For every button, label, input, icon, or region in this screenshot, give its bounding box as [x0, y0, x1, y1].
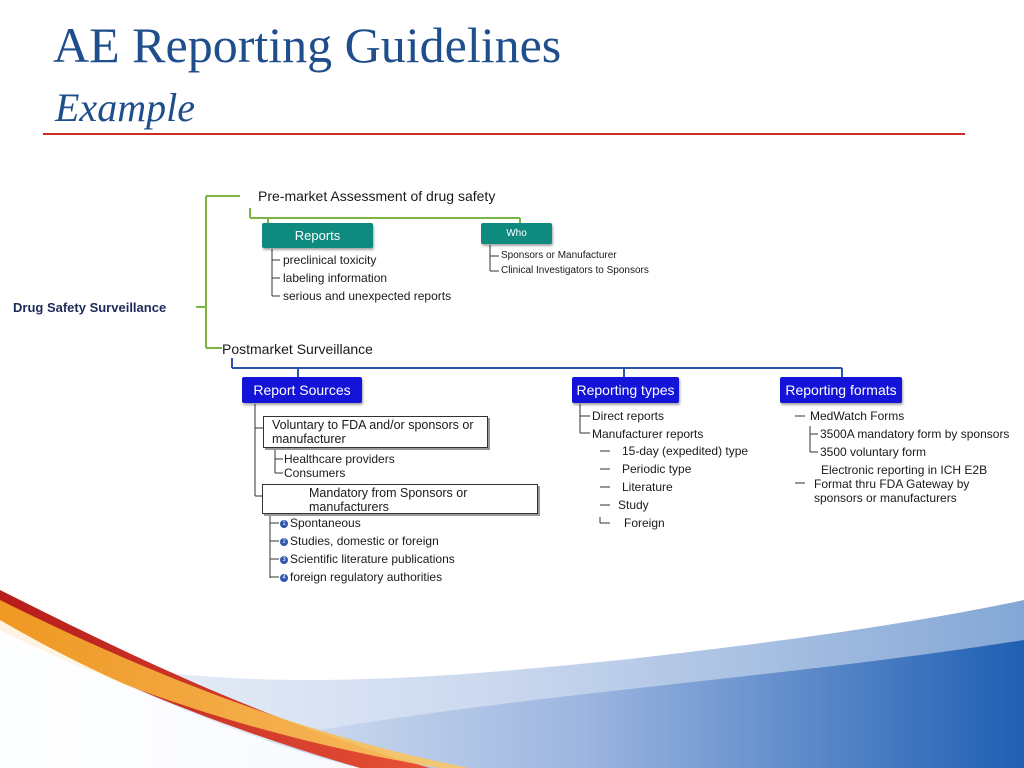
reporting-subtype-item: Periodic type: [622, 462, 692, 476]
number-bullet-icon: 2: [280, 538, 288, 546]
postmarket-node: Postmarket Surveillance: [222, 341, 373, 357]
reports-item: preclinical toxicity: [283, 253, 377, 267]
who-item: Sponsors or Manufacturer: [501, 250, 617, 261]
reporting-subtype-item: Foreign: [624, 516, 665, 530]
reporting-types-header: Reporting types: [572, 377, 679, 403]
number-bullet-icon: 4: [280, 574, 288, 582]
number-bullet-icon: 1: [280, 520, 288, 528]
reporting-type-item: Direct reports: [592, 409, 665, 423]
who-header: Who: [481, 223, 552, 244]
medwatch-item: 3500 voluntary form: [820, 445, 927, 459]
reporting-subtype-item: Literature: [622, 480, 673, 494]
reports-item: labeling information: [283, 271, 388, 285]
reports-header: Reports: [262, 223, 373, 248]
mandatory-item: 4 foreign regulatory authorities: [280, 570, 442, 584]
reporting-subtype-item: 15-day (expedited) type: [622, 444, 749, 458]
mandatory-item: 3 Scientific literature publications: [280, 552, 455, 566]
premarket-node: Pre-market Assessment of drug safety: [258, 188, 496, 204]
voluntary-item: Healthcare providers: [284, 452, 395, 466]
root-node: Drug Safety Surveillance: [13, 300, 167, 315]
medwatch-item: 3500A mandatory form by sponsors: [820, 427, 1010, 441]
electronic-reporting-node: Electronic reporting in ICH E2B Format thru FDA Gateway by sponsors or manufacturers: [814, 463, 988, 505]
mandatory-item: 1 Spontaneous: [280, 516, 361, 530]
mandatory-box: Mandatory from Sponsors or manufacturers: [262, 484, 538, 514]
medwatch-node: MedWatch Forms: [810, 409, 905, 423]
voluntary-box: Voluntary to FDA and/or sponsors or manufacturer: [263, 416, 488, 448]
mandatory-item: 2 Studies, domestic or foreign: [280, 534, 439, 548]
page-title: AE Reporting Guidelines: [53, 17, 562, 73]
report-sources-header: Report Sources: [242, 377, 362, 403]
reporting-type-item: Manufacturer reports: [592, 427, 704, 441]
reporting-formats-header: Reporting formats: [780, 377, 902, 403]
page-subtitle: Example: [55, 85, 195, 130]
voluntary-item: Consumers: [284, 466, 346, 480]
reports-item: serious and unexpected reports: [283, 289, 452, 303]
who-item: Clinical Investigators to Sponsors: [501, 265, 649, 276]
reporting-subtype-item: Study: [618, 498, 649, 512]
number-bullet-icon: 3: [280, 556, 288, 564]
